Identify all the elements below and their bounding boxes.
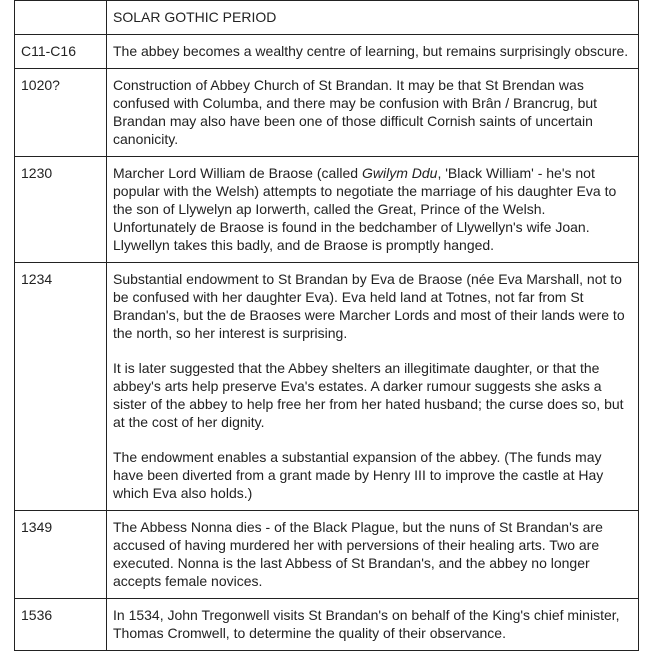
row-event: [107, 69, 639, 157]
timeline-table: [14, 0, 639, 651]
row-date: C11-C16: [15, 35, 107, 69]
event-paragraph: The endowment enables a substantial expansion of the abbey. (The funds may have been diverted from a grant made by Henry III to improve the castle at Hay which Eva also holds.): [113, 449, 604, 501]
table-row: [15, 263, 639, 511]
row-date: 1536: [15, 599, 107, 651]
row-event: [107, 599, 639, 651]
row-date: 1230: [15, 157, 107, 263]
row-event: [107, 35, 639, 69]
event-paragraph: In 1534, John Tregonwell visits St Brandan's on behalf of the King's chief minister, Thomas Cromwell, to determine the quality of their observance.: [113, 607, 620, 641]
row-event: [107, 157, 639, 263]
event-paragraph: Substantial endowment to St Brandan by Eva de Braose (née Eva Marshall, not to be confused with her daughter Eva). Eva held land at Totnes, not far from St Brandan's, but the de Braoses were Marcher Lords and most of their lands were to the north, so her interest is surprising.: [113, 271, 625, 341]
date-column-header: [15, 1, 107, 35]
table-row: [15, 599, 639, 651]
event-paragraph: It is later suggested that the Abbey shelters an illegitimate daughter, or that the abbey's arts help preserve Eva's estates. A darker rumour suggests she asks a sister of the abbey to help free her from her hated husband; the curse does so, but at the cost of her dignity.: [113, 360, 624, 430]
row-date: 1349: [15, 511, 107, 599]
row-date: 1020?: [15, 69, 107, 157]
table-header-row: [15, 1, 639, 35]
table-row: [15, 69, 639, 157]
table-row: [15, 157, 639, 263]
event-paragraph: Construction of Abbey Church of St Brandan. It may be that St Brendan was confused with Columba, and there may be confusion with Brân / Brancrug, but Brandan may also have been one of those difficult Cornish saints of uncertain canonicity.: [113, 77, 598, 147]
period-heading: SOLAR GOTHIC PERIOD: [107, 1, 639, 35]
event-paragraph: The Abbess Nonna dies - of the Black Plague, but the nuns of St Brandan's are accused of having murdered her with perversions of their healing arts. Two are executed. Nonna is the last Abbess of St Brandan's, and the abbey no longer accepts female novices.: [113, 519, 603, 589]
row-event: [107, 511, 639, 599]
table-row: [15, 35, 639, 69]
table-row: [15, 511, 639, 599]
row-event: [107, 263, 639, 511]
event-paragraph: [113, 164, 632, 254]
row-date: 1234: [15, 263, 107, 511]
italic-name: Gwilym Ddu: [361, 165, 438, 181]
event-paragraph: The abbey becomes a wealthy centre of learning, but remains surprisingly obscure.: [113, 43, 629, 59]
text-run: , 'Black William' - he's not popular with the Welsh) attempts to negotiate the marriage of his daughter Eva to the son of Llywelyn ap Iorwerth, called the Great, Prince of the Welsh. Unfortunately de Braose is found in the bedchamber of Llywellyn's wife Joan. Llywellyn takes this badly, and de Braose is promptly hanged.: [113, 165, 617, 253]
text-run: Marcher Lord William de Braose (called: [113, 165, 362, 181]
